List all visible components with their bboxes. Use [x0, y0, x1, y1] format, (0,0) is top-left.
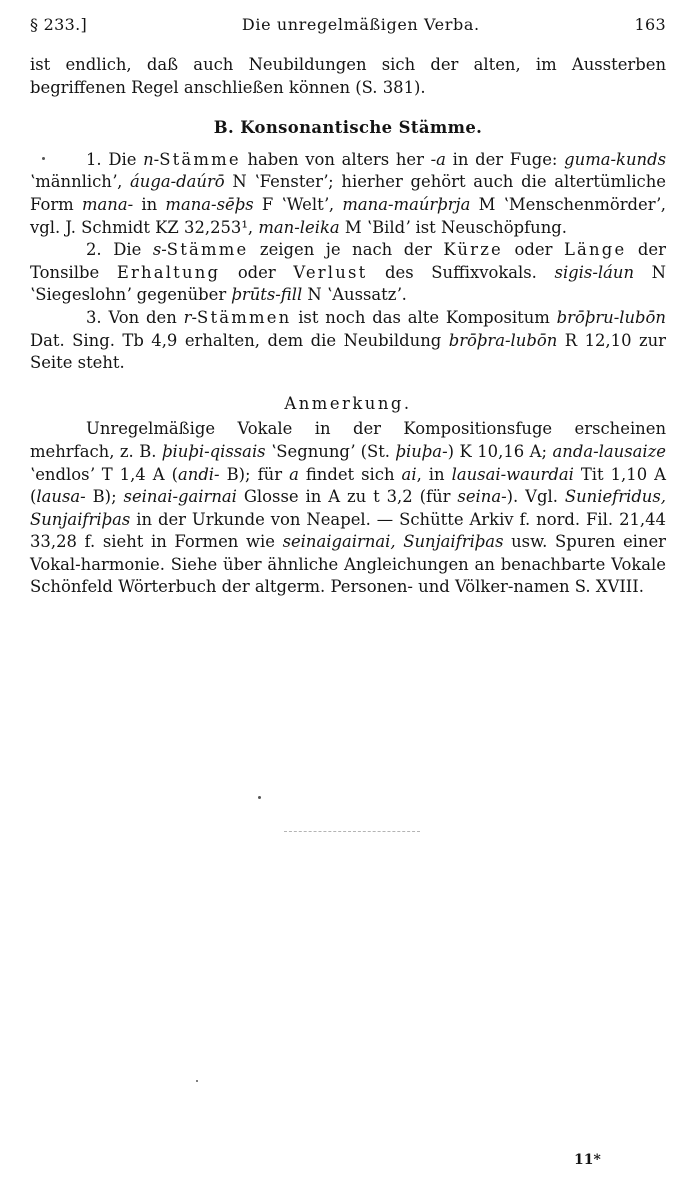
text-run: þrūts-fill	[231, 285, 303, 305]
text-run: Tit 1,10 A (	[30, 464, 666, 507]
text-run: F ʽWeltʼ,	[253, 194, 343, 214]
text-run: Kürze	[443, 240, 503, 260]
page-number: 163	[634, 15, 666, 34]
speck-mark	[258, 796, 261, 799]
text-run: 2. Die	[86, 240, 153, 260]
note-heading: Anmerkung.	[284, 393, 412, 413]
text-run: þiuþi	[162, 441, 205, 461]
text-run: Stämme	[159, 149, 241, 169]
running-title: Die unregelmäßigen Verba.	[241, 15, 480, 34]
text-run: mana-	[81, 194, 134, 214]
text-run: andi-	[177, 464, 220, 484]
text-run: B); für	[219, 464, 290, 484]
text-run: findet sich	[298, 464, 402, 484]
text-run: B);	[85, 487, 124, 507]
text-run: Stämmen	[197, 307, 292, 327]
text-run: der Tonsilbe	[30, 240, 666, 282]
text-run: anda-lausaize	[552, 441, 666, 461]
signature-mark: 11*	[574, 1152, 601, 1168]
text-run: þiuþa-	[395, 441, 448, 461]
text-run: Erhaltung	[116, 262, 221, 282]
separator-rule	[284, 831, 420, 832]
text-run: in	[133, 194, 166, 214]
text-run: brōþra-lubōn	[448, 330, 558, 350]
paragraph-n-stems	[30, 149, 666, 239]
text-run: -	[191, 307, 198, 327]
section-marker: § 233.]	[30, 15, 88, 34]
text-run: N ʽFensterʼ; hierher gehört auch die altertümliche Form	[30, 172, 666, 214]
text-run: a	[289, 464, 299, 484]
text-run: R 12,10 zur Seite steht.	[30, 330, 666, 373]
text-run: M ʽBildʼ ist Neuschöpfung.	[339, 217, 567, 237]
running-head	[30, 14, 666, 44]
text-run: oder	[502, 240, 564, 260]
text-run: ) K 10,16 A;	[447, 441, 553, 461]
paragraph-r-stems	[30, 307, 666, 375]
text-run: in der Urkunde von Neapel. — Schütte Arkiv f. nord. Fil. 21,44 33,28 f. sieht in Formen wie	[30, 509, 666, 552]
text-run: lausa-	[36, 487, 86, 507]
text-run: s	[152, 240, 162, 260]
text-run: N ʽAussatzʼ.	[302, 285, 407, 305]
text-run: ʽendlosʼ T 1,4 A (	[30, 464, 178, 484]
text-run: Stämme	[166, 240, 249, 260]
text-run: Suniefridus, Sunjaifriþas	[30, 487, 666, 529]
text-run: usw. Spuren einer Vokal-harmonie. Siehe über ähnliche Angleichungen an benachbarte Vokale Schönfeld Wörterbuch der altgerm. Personen- und Völker-namen S. XVIII.	[30, 532, 666, 597]
text-run: zeigen je nach der	[248, 240, 444, 260]
text-run: -	[204, 441, 210, 461]
text-run: in der Fuge:	[445, 149, 565, 169]
text-run: M ʽMenschenmörderʼ, vgl. J. Schmidt KZ 32,253¹,	[30, 194, 667, 237]
text-run: n	[143, 149, 154, 169]
book-page	[30, 14, 666, 599]
paragraph-s-stems	[30, 239, 666, 307]
text-run: mana-sēþs	[165, 194, 254, 214]
text-run: Glosse in A zu t 3,2 (für	[236, 487, 458, 507]
text-run: sigis-láun	[554, 262, 634, 282]
text-run: Dat. Sing. Tb 4,9 erhalten, dem die Neubildung	[30, 330, 449, 350]
text-run: -	[161, 240, 167, 260]
note-paragraph	[30, 418, 666, 599]
text-run: Länge	[563, 240, 627, 260]
text-run: ist noch das alte Kompositum	[291, 307, 557, 327]
text-run: haben von alters her	[240, 149, 431, 169]
intro-paragraph: ist endlich, daß auch Neubildungen sich der alten, im Aussterben begriffenen Regel anschließen können (S. 381).	[30, 55, 666, 97]
text-run: guma-kunds	[564, 149, 666, 169]
text-run: Unregelmäßige Vokale in der Kompositionsfuge erscheinen mehrfach, z. B.	[30, 419, 666, 461]
text-run: , in	[416, 464, 452, 484]
text-run: N ʽSiegeslohnʼ gegenüber	[30, 262, 666, 305]
text-run: -a	[430, 149, 446, 169]
text-run: man-leika	[258, 217, 340, 237]
text-run: r	[183, 307, 192, 327]
text-run: 3. Von den	[86, 307, 184, 327]
text-run: seina-	[457, 487, 507, 507]
text-run: qissais	[209, 441, 266, 461]
text-run: Verlust	[293, 262, 368, 282]
text-run: ai	[401, 464, 417, 484]
text-run: lausai-waurdai	[451, 464, 574, 484]
text-run: ). Vgl.	[506, 487, 565, 507]
text-run: -	[153, 149, 160, 169]
text-run: 1. Die	[86, 149, 144, 169]
section-heading: B. Konsonantische Stämme.	[213, 118, 483, 138]
text-run: des Suffixvokals.	[367, 262, 555, 282]
text-run: brōþru-lubōn	[556, 307, 666, 327]
text-run: mana-maúrþrja	[342, 194, 471, 214]
text-run: seinai-gairnai	[123, 487, 237, 507]
text-run: seinaigairnai, Sunjaifriþas	[282, 532, 504, 552]
speck-mark	[196, 1080, 198, 1082]
text-run: ʽmännlichʼ,	[30, 172, 131, 192]
text-run: áuga-daúrō	[130, 172, 225, 192]
text-run: ʽSegnungʼ (St.	[265, 441, 396, 461]
text-run: oder	[220, 262, 294, 282]
